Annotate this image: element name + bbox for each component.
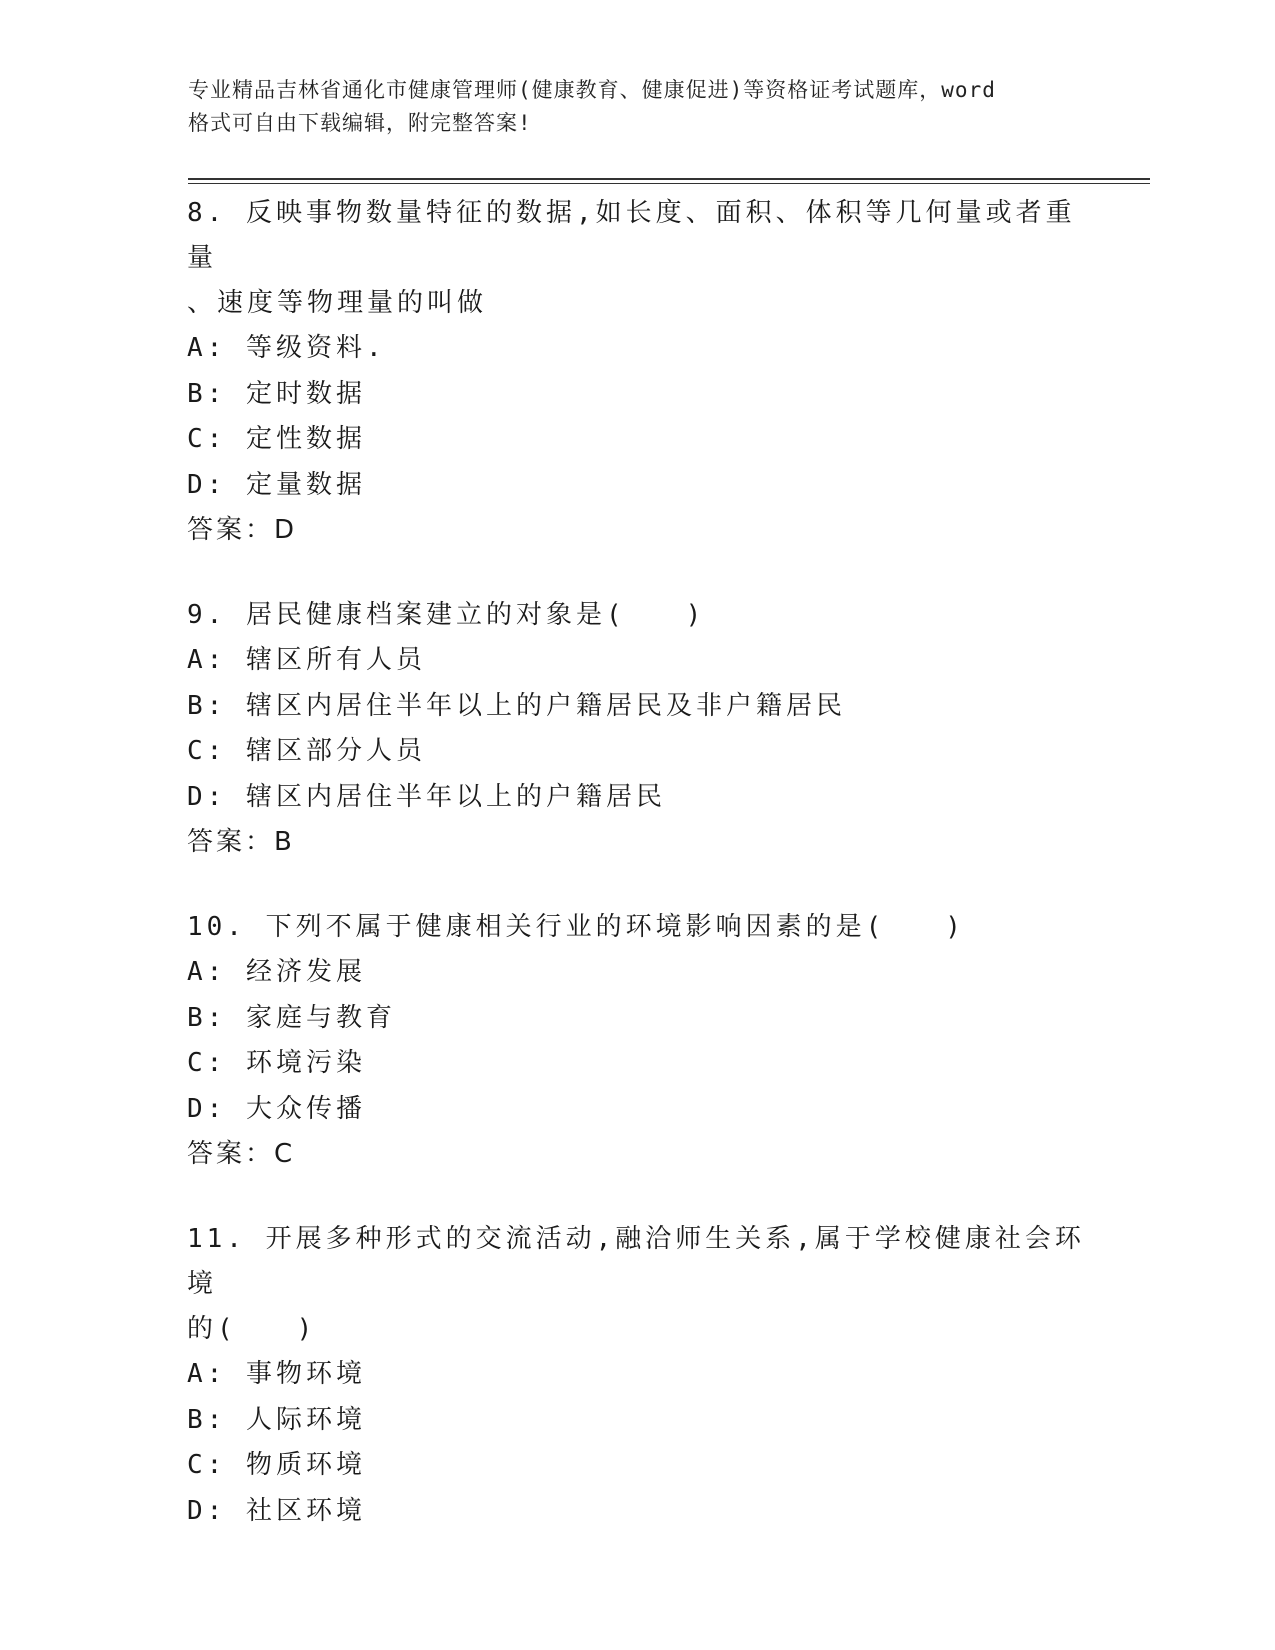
option-d: D: 定量数据 <box>187 469 366 500</box>
option-a: A: 事物环境 <box>187 1359 366 1389</box>
document-header <box>188 74 1088 140</box>
option-d: D: 大众传播 <box>187 1093 366 1124</box>
option-d: D: 社区环境 <box>187 1495 366 1526</box>
answer: 答案：C <box>187 1139 296 1169</box>
question-text: 8. 反映事物数量特征的数据,如长度、面积、体积等几何量或者重量 <box>187 198 1076 273</box>
header-line-1: 专业精品吉林省通化市健康管理师(健康教育、健康促进)等资格证考试题库，word <box>188 78 996 102</box>
header-rule-thick <box>188 178 1150 180</box>
header-line-2: 格式可自由下载编辑，附完整答案! <box>188 111 532 135</box>
question-10 <box>187 905 1087 1177</box>
option-d: D: 辖区内居住半年以上的户籍居民 <box>187 781 666 812</box>
option-b: B: 人际环境 <box>187 1404 366 1435</box>
question-text-continued: 、速度等物理量的叫做 <box>187 288 488 318</box>
option-a: A: 经济发展 <box>187 957 366 987</box>
option-b: B: 辖区内居住半年以上的户籍居民及非户籍居民 <box>187 690 846 721</box>
option-c: C: 环境污染 <box>187 1048 366 1078</box>
question-9 <box>187 593 1087 865</box>
question-8 <box>187 191 1087 553</box>
option-c: C: 定性数据 <box>187 424 366 454</box>
answer: 答案：B <box>187 827 295 857</box>
question-text: 11. 开展多种形式的交流活动,融洽师生关系,属于学校健康社会环境 <box>187 1224 1085 1299</box>
option-a: A: 辖区所有人员 <box>187 645 426 675</box>
answer: 答案：D <box>187 515 298 545</box>
question-text-continued: 的( ) <box>187 1314 317 1344</box>
option-c: C: 辖区部分人员 <box>187 736 426 766</box>
option-b: B: 家庭与教育 <box>187 1002 396 1033</box>
header-rule-thin <box>188 183 1150 184</box>
question-text: 10. 下列不属于健康相关行业的环境影响因素的是( ) <box>187 912 965 942</box>
question-list <box>187 191 1087 1560</box>
question-text: 9. 居民健康档案建立的对象是( ) <box>187 600 706 630</box>
option-a: A: 等级资料. <box>187 333 386 363</box>
option-c: C: 物质环境 <box>187 1450 366 1480</box>
question-11 <box>187 1217 1087 1534</box>
option-b: B: 定时数据 <box>187 378 366 409</box>
